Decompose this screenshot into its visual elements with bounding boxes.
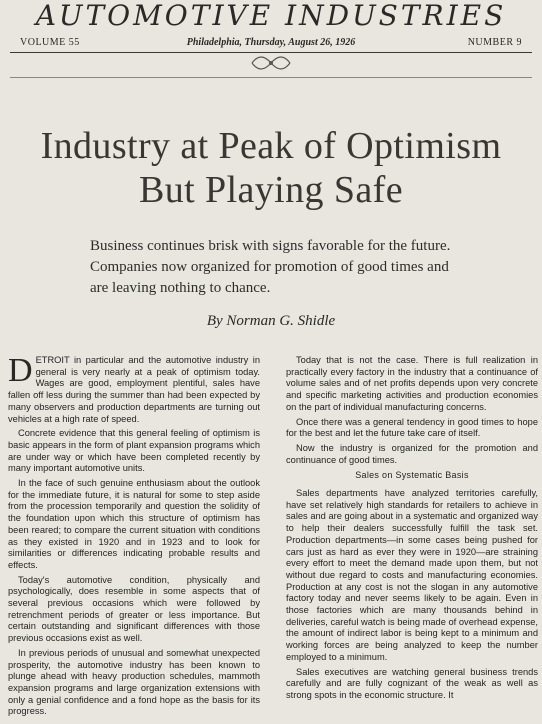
paragraph: Today that is not the case. There is full realization in practically every factory in the industry that a continuance of volume sales and of net profits depends upon very concrete and specific marketing activities and production economies on the part of individual manufacturing concerns.	[286, 355, 538, 412]
masthead-info-line	[0, 36, 542, 50]
paragraph: Today's automotive condition, physically and psychologically, does resemble in some aspects that of several previous occasions which were followed by retrenchment periods of greater or less importance. But certain outstanding and significant differences with those previous occasions exist as well.	[8, 574, 260, 644]
paragraph: Now the industry is organized for the promotion and continuance of good times.	[286, 442, 538, 465]
paragraph: DETROIT in particular and the automotive industry in general is very nearly at a peak of optimism today. Wages are good, employment plentiful, sales have fallen off less during the summer than had been expected by many observers and production departments are turning out vehicles at a high rate of speed.	[8, 352, 260, 424]
paragraph: Once there was a general tendency in good times to hope for the best and let the future take care of itself.	[286, 416, 538, 439]
byline: By Norman G. Shidle	[206, 313, 336, 329]
masthead-title: AUTOMOTIVE INDUSTRIES	[35, 0, 507, 32]
section-subhead: Sales on Systematic Basis	[355, 470, 469, 481]
article-column-right	[286, 355, 538, 705]
paragraph: Concrete evidence that this general feeling of optimism is basic appears in the form of plant expansion programs which are under way or which have been completed recently by many important automotive units.	[8, 428, 260, 474]
article-headline	[0, 124, 542, 212]
article-deck: Business continues brisk with signs favorable for the future. Companies now organized for promotion of good times and are leaving nothing to chance.	[90, 238, 451, 296]
place-date: Philadelphia, Thursday, August 26, 1926	[186, 37, 356, 48]
headline-line-1: Industry at Peak of Optimism	[40, 125, 502, 167]
issue-number: NUMBER 9	[467, 37, 522, 48]
paragraph: Sales executives are watching general business trends carefully and are fully cognizant of the weak as well as strong spots in the economic structure. It	[286, 666, 538, 700]
dropcap: D	[8, 352, 33, 389]
article-column-left	[8, 352, 260, 721]
headline-line-2: But Playing Safe	[139, 169, 403, 211]
paragraph: In the face of such genuine enthusiasm about the outlook for the immediate future, it is natural for some to step aside from the procession temporarily and question the solidity of the foundation upon which this structure of optimism has been reared; to compare the current situation with conditions as they existed in 1920 and in 1923 and to look for similarities or differences indicating probable results and effects.	[8, 478, 260, 570]
paragraph: In previous periods of unusual and somewhat unexpected prosperity, the automotive industry has been known to plunge ahead with heavy production schedules, mammoth expansion programs and large organization extensions with only a genial confidence and a fond hope as the basis for its progress.	[8, 647, 260, 717]
paragraph: Sales departments have analyzed territories carefully, have set relatively high standards for retailers to achieve in sales and are going about in a systematic and organized way to help their dealers successfully fulfill the task set. Production departments—in some cases being pushed for cars just as hard as ever they were in 1920—are straining every effort to meet the demand made upon them, but not without due regard to costs and manufacturing economies. Production at any cost is not the slogan in any automotive factory today and never seems likely to be again. Even in those factories which are many thousands behind in deliveries, careful watch is being made of overhead expense, the amount of indirect labor is being kept to a minimum and working forces are being analyzed to keep the number employed to a minimum.	[286, 488, 538, 662]
ornament-icon	[250, 53, 292, 73]
masthead-rule-lower	[10, 77, 532, 78]
volume-label: VOLUME 55	[20, 37, 80, 48]
